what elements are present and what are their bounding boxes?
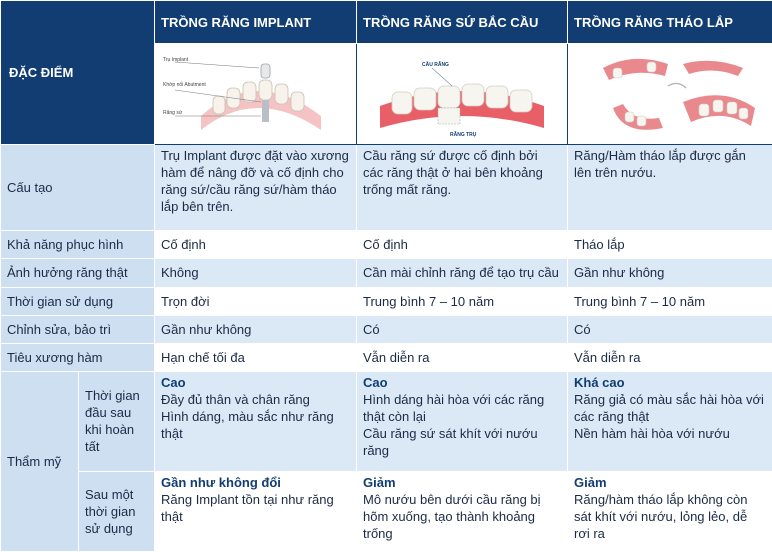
- implant-illustration: [161, 46, 351, 142]
- bridge-label-1: CẦU RĂNG: [422, 62, 449, 69]
- row-bone-loss: [1, 343, 772, 371]
- header-row: [1, 1, 772, 44]
- aesthetics-initial-removable-line-1: Răng giả có màu sắc hài hòa với các răng thật: [574, 391, 764, 424]
- aesthetics-initial-bridge-line-1: Hình dáng hài hòa với các răng thật còn lại: [363, 391, 545, 424]
- row-label-natural-teeth-impact: Ảnh hưởng răng thật: [1, 259, 155, 287]
- sub-label-initial: Thời gian đầu sau khi hoàn tất: [79, 371, 155, 471]
- aesthetics-later-bridge-title: Giảm: [363, 474, 396, 490]
- col-header-bridge: TRỒNG RĂNG SỨ BẮC CẦU: [357, 1, 568, 44]
- col-header-removable: TRỒNG RĂNG THÁO LẮP: [568, 1, 772, 44]
- cell-aesthetics-later-implant: [155, 471, 357, 551]
- removable-image-cell: [568, 44, 772, 145]
- row-label-maintenance: Chỉnh sửa, bảo trì: [1, 315, 155, 343]
- implant-label-1: Trụ Implant: [162, 57, 188, 64]
- col-header-implant: TRỒNG RĂNG IMPLANT: [155, 1, 357, 44]
- cell-aesthetics-initial-removable: [568, 371, 772, 471]
- cell-maintenance-bridge: Có: [357, 315, 568, 343]
- cell-bone-loss-bridge: Vẫn diễn ra: [357, 343, 568, 371]
- row-label-bone-loss: Tiêu xương hàm: [1, 343, 155, 371]
- implant-label-3: Răng sứ: [162, 110, 182, 117]
- cell-aesthetics-initial-implant: [155, 371, 357, 471]
- aesthetics-later-removable-title: Giảm: [574, 474, 607, 490]
- cell-maintenance-implant: Gần như không: [155, 315, 357, 343]
- row-restoration: [1, 231, 772, 259]
- cell-lifespan-bridge: Trung bình 7 – 10 năm: [357, 287, 568, 315]
- aesthetics-initial-removable-line-2: Nền hàm hài hòa với nướu: [574, 425, 730, 441]
- cell-restoration-implant: Cố định: [155, 231, 357, 259]
- aesthetics-later-bridge-line-1: Mô nướu bên dưới cầu răng bị hõm xuống, tạo thành khoảng trống: [363, 491, 541, 541]
- cell-structure-removable: Răng/Hàm tháo lắp được gắn lên trên nướu.: [568, 145, 772, 231]
- aesthetics-initial-bridge-title: Cao: [363, 374, 388, 390]
- cell-structure-implant: Trụ Implant được đặt vào xương hàm để nâng đỡ và cố định cho răng sứ/cầu răng sứ/hàm tháo lắp bên trên.: [155, 145, 357, 231]
- row-structure: [1, 145, 772, 231]
- aesthetics-initial-implant-title: Cao: [161, 374, 186, 390]
- aesthetics-initial-bridge-line-2: Cầu răng sứ sát khít với nướu răng: [363, 425, 538, 458]
- implant-image-cell: [155, 44, 357, 145]
- cell-maintenance-removable: Có: [568, 315, 772, 343]
- cell-bone-loss-implant: Hạn chế tối đa: [155, 343, 357, 371]
- bridge-illustration: [362, 46, 562, 142]
- cell-aesthetics-initial-bridge: [357, 371, 568, 471]
- aesthetics-later-removable-line-1: Răng/hàm tháo lắp không còn sát khít với nướu, lỏng lẻo, dễ rơi ra: [574, 491, 748, 541]
- aesthetics-later-implant-title: Gần như không đổi: [161, 474, 281, 490]
- row-lifespan: [1, 287, 772, 315]
- aesthetics-later-implant-line-1: Răng Implant tồn tại như răng thật: [161, 491, 334, 524]
- cell-lifespan-implant: Trọn đời: [155, 287, 357, 315]
- removable-denture-illustration: [573, 46, 768, 142]
- cell-restoration-bridge: Cố định: [357, 231, 568, 259]
- cell-impact-removable: Gần như không: [568, 259, 772, 287]
- cell-impact-implant: Không: [155, 259, 357, 287]
- cell-bone-loss-removable: Vẫn diễn ra: [568, 343, 772, 371]
- aesthetics-initial-removable-title: Khá cao: [574, 374, 625, 390]
- row-label-lifespan: Thời gian sử dụng: [1, 287, 155, 315]
- cell-impact-bridge: Cần mài chỉnh răng để tạo trụ cầu: [357, 259, 568, 287]
- bridge-image-cell: [357, 44, 568, 145]
- sub-label-later: Sau một thời gian sử dụng: [79, 471, 155, 551]
- row-label-structure: Cấu tạo: [1, 145, 155, 231]
- aesthetics-initial-implant-line-2: Hình dáng, màu sắc như răng thật: [161, 408, 334, 441]
- row-aesthetics-later: [1, 471, 772, 551]
- bridge-label-2: RĂNG TRỤ: [450, 132, 477, 139]
- implant-label-2: Khớp nối Abutment: [162, 82, 206, 89]
- row-label-aesthetics: Thẩm mỹ: [1, 371, 79, 551]
- row-label-restoration: Khả năng phục hình: [1, 231, 155, 259]
- feature-header: ĐẶC ĐIỂM: [1, 1, 155, 145]
- cell-aesthetics-later-removable: [568, 471, 772, 551]
- row-aesthetics-initial: [1, 371, 772, 471]
- cell-aesthetics-later-bridge: [357, 471, 568, 551]
- row-natural-teeth-impact: [1, 259, 772, 287]
- row-maintenance: [1, 315, 772, 343]
- aesthetics-initial-implant-line-1: Đầy đủ thân và chân răng: [161, 391, 310, 407]
- cell-lifespan-removable: Trung bình 7 – 10 năm: [568, 287, 772, 315]
- cell-restoration-removable: Tháo lắp: [568, 231, 772, 259]
- cell-structure-bridge: Cầu răng sứ được cố định bởi các răng thật ở hai bên khoảng trống mất răng.: [357, 145, 568, 231]
